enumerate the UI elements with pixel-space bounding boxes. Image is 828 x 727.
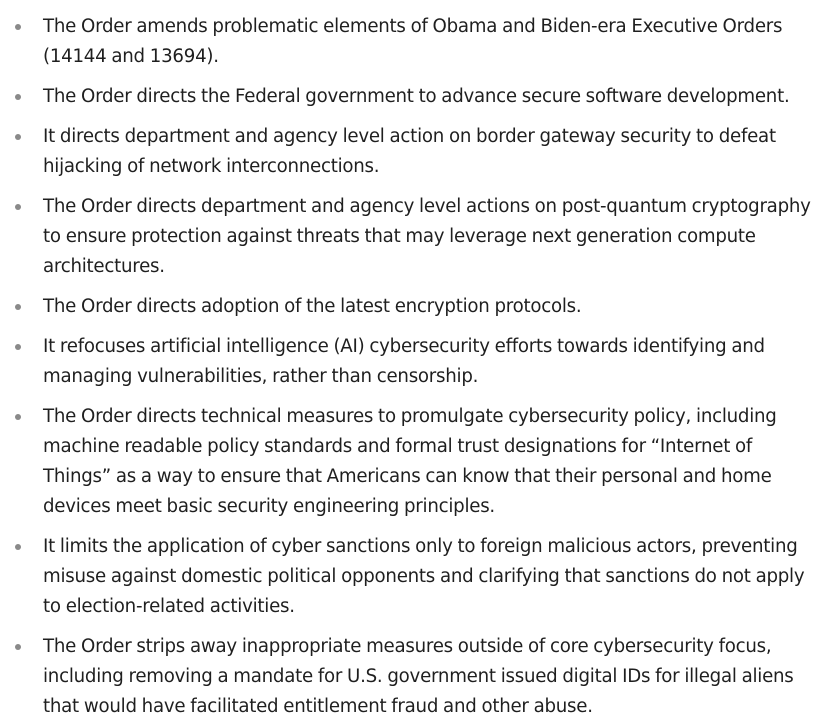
- list-item-text: The Order directs technical measures to promulgate cybersecurity policy, including machine readable policy standards and formal trust designations for “Internet of Things” as a way to ensure that Americans can know that their personal and home devices meet basic security engineering principles.: [43, 406, 777, 517]
- bullet-dot-icon: [15, 94, 21, 100]
- list-item-text: The Order directs department and agency level actions on post-quantum cryptography to ensure protection against threats that may leverage next generation compute architectures.: [43, 196, 811, 277]
- list-item: [0, 82, 820, 112]
- bullet-dot-icon: [15, 544, 21, 550]
- list-item: [0, 632, 820, 722]
- list-item-text: The Order directs adoption of the latest encryption protocols.: [43, 296, 582, 317]
- list-item: [0, 122, 820, 182]
- bullet-dot-icon: [15, 344, 21, 350]
- list-item-text: It refocuses artificial intelligence (AI) cybersecurity efforts towards identifying and managing vulnerabilities, rather than censorship.: [43, 336, 765, 387]
- list-item: [0, 532, 820, 622]
- list-item-text: The Order strips away inappropriate measures outside of core cybersecurity focus, including removing a mandate for U.S. government issued digital IDs for illegal aliens that would have facilitated entitlement fraud and other abuse.: [43, 636, 794, 717]
- bullet-dot-icon: [15, 414, 21, 420]
- list-item: [0, 12, 820, 72]
- list-item: [0, 332, 820, 392]
- list-item-text: The Order directs the Federal government to advance secure software development.: [43, 86, 790, 107]
- bullet-dot-icon: [15, 134, 21, 140]
- bullet-dot-icon: [15, 304, 21, 310]
- bullet-dot-icon: [15, 644, 21, 650]
- bullet-dot-icon: [15, 24, 21, 30]
- list-item-text: It limits the application of cyber sanctions only to foreign malicious actors, preventing misuse against domestic political opponents and clarifying that sanctions do not apply to election-related activities.: [43, 536, 805, 617]
- list-item-text: It directs department and agency level action on border gateway security to defeat hijacking of network interconnections.: [43, 126, 776, 177]
- list-item: [0, 402, 820, 522]
- list-item: [0, 292, 820, 322]
- list-item: [0, 192, 820, 282]
- bullet-dot-icon: [15, 204, 21, 210]
- list-item-text: The Order amends problematic elements of Obama and Biden-era Executive Orders (14144 and 13694).: [43, 16, 783, 67]
